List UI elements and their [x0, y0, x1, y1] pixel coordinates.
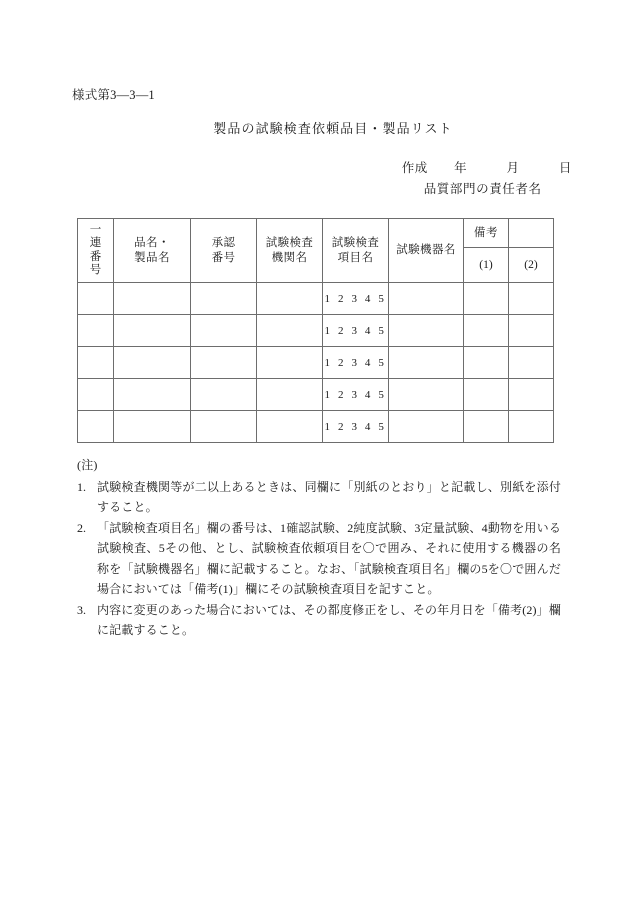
column-header-inspection-organization — [257, 219, 323, 283]
cell-inspection-device[interactable] — [389, 283, 464, 315]
column-header-product-name — [114, 219, 191, 283]
table-row — [78, 315, 554, 347]
product-inspection-table — [77, 218, 554, 443]
table-row — [78, 283, 554, 315]
cell-sequence-number[interactable] — [78, 283, 114, 315]
cell-approval-number[interactable] — [191, 411, 257, 443]
organization-line-2: 機関名 — [271, 251, 308, 264]
cell-remarks-2[interactable] — [509, 347, 554, 379]
cell-inspection-item-options[interactable]: 1 2 3 4 5 — [323, 347, 389, 379]
cell-approval-number[interactable] — [191, 379, 257, 411]
cell-inspection-item-options[interactable]: 1 2 3 4 5 — [323, 379, 389, 411]
notes-section — [77, 455, 561, 641]
cell-product-name[interactable] — [114, 379, 191, 411]
form-table-container — [77, 218, 553, 443]
cell-approval-number[interactable] — [191, 283, 257, 315]
page-title: 製品の試験検査依頼品目・製品リスト — [213, 121, 453, 136]
product-name-line-1: 品名・ — [134, 236, 170, 249]
note-item — [77, 600, 561, 641]
table-header-row-main — [78, 219, 554, 248]
column-header-remarks: 備考 — [464, 219, 509, 248]
organization-line-1: 試験検査 — [265, 236, 314, 249]
product-name-line-2: 製品名 — [134, 251, 170, 264]
column-header-remarks-1: (1) — [464, 248, 509, 283]
note-text: 試験検査機関等が二以上あるときは、同欄に「別紙のとおり」と記載し、別紙を添付すること。 — [97, 479, 561, 514]
approval-line-2: 番号 — [211, 251, 236, 264]
table-row — [78, 411, 554, 443]
note-item — [77, 518, 561, 600]
note-number: 3. — [77, 602, 86, 617]
note-number: 1. — [77, 479, 86, 494]
cell-inspection-device[interactable] — [389, 379, 464, 411]
column-header-inspection-device: 試験機器名 — [389, 219, 464, 283]
cell-remarks-1[interactable] — [464, 411, 509, 443]
cell-inspection-item-options[interactable]: 1 2 3 4 5 — [323, 411, 389, 443]
inspection-item-line-2: 項目名 — [337, 251, 374, 264]
cell-inspection-device[interactable] — [389, 347, 464, 379]
note-number: 2. — [77, 520, 86, 535]
table-row — [78, 379, 554, 411]
cell-inspection-organization[interactable] — [257, 411, 323, 443]
cell-inspection-item-options[interactable]: 1 2 3 4 5 — [323, 315, 389, 347]
form-number: 様式第3—3—1 — [72, 88, 155, 102]
seq-char-4: 号 — [89, 264, 102, 276]
document-meta — [402, 158, 572, 200]
cell-inspection-organization[interactable] — [257, 347, 323, 379]
cell-inspection-device[interactable] — [389, 315, 464, 347]
column-header-inspection-item — [323, 219, 389, 283]
note-item — [77, 477, 561, 518]
cell-product-name[interactable] — [114, 315, 191, 347]
table-row — [78, 347, 554, 379]
cell-remarks-1[interactable] — [464, 347, 509, 379]
cell-sequence-number[interactable] — [78, 379, 114, 411]
cell-inspection-organization[interactable] — [257, 379, 323, 411]
cell-approval-number[interactable] — [191, 347, 257, 379]
cell-inspection-item-options[interactable]: 1 2 3 4 5 — [323, 283, 389, 315]
cell-product-name[interactable] — [114, 347, 191, 379]
approval-line-1: 承認 — [211, 236, 236, 249]
cell-product-name[interactable] — [114, 411, 191, 443]
cell-approval-number[interactable] — [191, 315, 257, 347]
cell-sequence-number[interactable] — [78, 347, 114, 379]
cell-remarks-2[interactable] — [509, 411, 554, 443]
cell-remarks-2[interactable] — [509, 283, 554, 315]
cell-remarks-2[interactable] — [509, 315, 554, 347]
cell-product-name[interactable] — [114, 283, 191, 315]
note-text: 内容に変更のあった場合においては、その都度修正をし、その年月日を「備考(2)」欄に記載すること。 — [97, 602, 561, 637]
table-body — [78, 283, 554, 443]
table-header — [78, 219, 554, 283]
seq-char-2: 連 — [89, 237, 102, 249]
column-header-sequence-number — [78, 219, 114, 283]
cell-sequence-number[interactable] — [78, 411, 114, 443]
note-text: 「試験検査項目名」欄の番号は、1確認試験、2純度試験、3定量試験、4動物を用いる試験検査、5その他、とし、試験検査依頼項目を〇で囲み、それに使用する機器の名称を「試験機器名」欄に記載すること。なお、「試験検査項目名」欄の5を〇で囲んだ場合においては「備考(1)」欄にその試験検査項目を記すこと。 — [97, 520, 561, 596]
cell-remarks-1[interactable] — [464, 283, 509, 315]
created-date-line: 作成 年 月 日 — [401, 161, 572, 175]
column-header-remarks-blank — [509, 219, 554, 248]
cell-sequence-number[interactable] — [78, 315, 114, 347]
cell-remarks-1[interactable] — [464, 315, 509, 347]
column-header-approval-number — [191, 219, 257, 283]
cell-remarks-1[interactable] — [464, 379, 509, 411]
inspection-item-line-1: 試験検査 — [331, 236, 380, 249]
cell-inspection-device[interactable] — [389, 411, 464, 443]
cell-remarks-2[interactable] — [509, 379, 554, 411]
cell-inspection-organization[interactable] — [257, 283, 323, 315]
notes-heading: (注) — [77, 458, 98, 472]
cell-inspection-organization[interactable] — [257, 315, 323, 347]
responsible-person-line: 品質部門の責任者名 — [423, 182, 542, 196]
seq-char-3: 番 — [89, 250, 102, 263]
column-header-remarks-2: (2) — [509, 248, 554, 283]
seq-char-1: 一 — [89, 223, 102, 236]
